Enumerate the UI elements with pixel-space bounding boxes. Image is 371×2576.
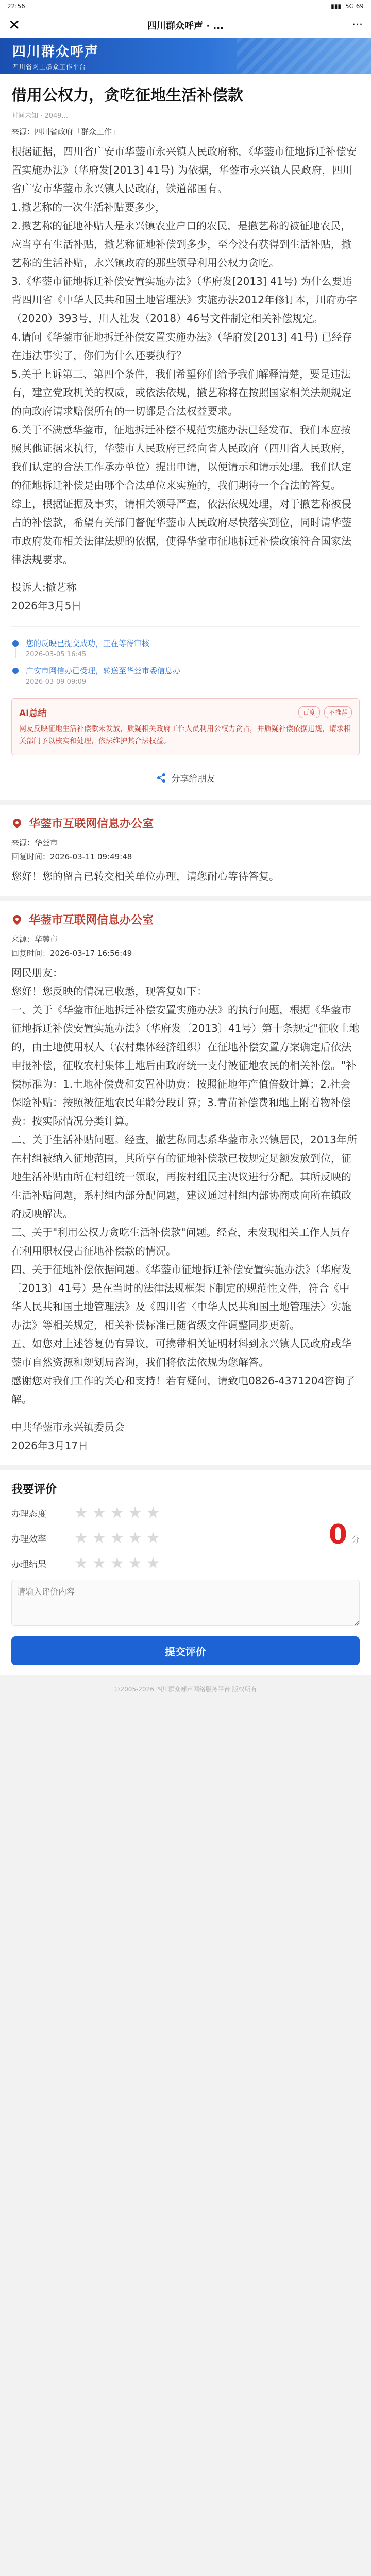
signature-line: 投诉人:撤艺称	[11, 581, 77, 594]
share-button[interactable]	[11, 766, 360, 789]
status-right-text: 5G 69	[345, 3, 364, 10]
site-banner	[0, 38, 371, 74]
location-pin-icon	[11, 818, 23, 829]
reply-source: 来源：华蓥市	[11, 838, 58, 848]
star-icon: ★	[128, 1554, 142, 1572]
ai-summary-box	[11, 698, 360, 755]
star-rating[interactable]	[74, 1554, 160, 1572]
reply-paragraph: 一、关于《华蓥市征地拆迁补偿安置实施办法》的执行问题，根据《华蓥市征地拆迁补偿安置实施办法》（华府发〔2013〕41号）第十条规定"征收土地的，由土地使用权人（农村集体经济组织）在征地补偿安置方案确定后依法申报补偿，征收农村集体土地后由政府统一支付被征地农民的相关补偿。"补偿标准为：1.土地补偿费和安置补助费：按照征地年产值倍数计算；2.社会保险补贴：按照被征地农民年龄分段计算；3.青苗补偿费和地上附着物补偿费：按实际情况分类计算。	[11, 1004, 360, 1127]
reply-signature	[11, 1418, 360, 1455]
reply-card	[0, 901, 371, 1465]
reply-card	[0, 805, 371, 896]
star-rating[interactable]	[74, 1504, 160, 1522]
post-meta: 时间未知 · 2049...	[11, 112, 68, 120]
star-icon: ★	[146, 1529, 160, 1547]
score-value: 0	[328, 1519, 347, 1550]
reply-paragraph: 您好！您反映的情况已收悉，现答复如下：	[11, 985, 207, 997]
star-icon: ★	[74, 1504, 88, 1522]
star-icon: ★	[128, 1504, 142, 1522]
reply-time: 回复时间：2026-03-11 09:49:48	[11, 852, 132, 861]
timeline-text: 您的反映已提交成功，正在等待审核	[26, 639, 150, 648]
reply-paragraph: 感谢您对我们工作的关心和支持！若有疑问，请致电0826-4371204咨询了解。	[11, 1375, 356, 1405]
close-icon[interactable]: ✕	[8, 16, 21, 33]
star-icon: ★	[146, 1554, 160, 1572]
reply-paragraph: 网民朋友：	[11, 967, 63, 979]
reply-paragraph: 三、关于"利用公权力贪吃生活补偿款"问题。经查，未发现相关工作人员存在利用职权侵占征地补偿款的情况。	[11, 1226, 351, 1257]
star-icon: ★	[110, 1504, 124, 1522]
rating-label: 办理效率	[11, 1534, 46, 1545]
signature-line: 中共华蓥市永兴镇委员会	[11, 1421, 125, 1433]
timeline-item	[11, 634, 360, 662]
more-icon[interactable]: ···	[352, 19, 363, 31]
timeline-time: 2026-03-05 16:45	[26, 651, 87, 658]
reply-paragraph: 五、如您对上述答复仍有异议，可携带相关证明材料到永兴镇人民政府或华蓥市自然资源和规划局咨询，我们将依法依规为您解答。	[11, 1337, 351, 1368]
post-paragraph: 5.关于上诉第三、第四个条件，我们希望你们给予我们解释清楚，要是违法有，建立党政机关的权威，或依法依规，撤艺称将在按照国家相关法规规定的向政府请求赔偿所有的一切都是合法权益要求。	[11, 368, 351, 417]
post-paragraph: 6.关于不满意华蓥市，征地拆迁补偿不规范实施办法已经发布，我们本应按照其他证据来执行，华蓥市人民政府已经向省人民政府（四川省人民政府，我们认定的合法工作承办单位）提出申请，以便请示和请示处理。我们认定的征地拆迁补偿是由哪个合法单位来实施的，我们期待一个合法的答复。	[11, 423, 351, 492]
status-bar	[0, 0, 371, 12]
ai-summary-text: 网友反映征地生活补偿款未发放，质疑相关政府工作人员利用公权力贪占，并质疑补偿依据违规，请求相关部门予以核实和处理，依法维护其合法权益。	[19, 725, 351, 745]
reply-org: 华蓥市互联网信息办公室	[29, 914, 154, 927]
evaluation-section	[0, 1470, 371, 1675]
location-pin-icon	[11, 914, 23, 925]
banner-decoration	[237, 38, 371, 74]
signal-icon: ▮▮▮	[331, 3, 341, 10]
ai-badge[interactable]: 不推荐	[324, 706, 352, 718]
source-value: 四川省政府「群众工作」	[35, 127, 120, 137]
post-card	[0, 74, 371, 800]
star-icon: ★	[110, 1554, 124, 1572]
page-title: 四川群众呼声 · ...	[147, 20, 224, 31]
score-unit: 分	[351, 1534, 360, 1545]
rating-label: 办理结果	[11, 1560, 46, 1570]
evaluation-textarea[interactable]	[11, 1580, 360, 1626]
rating-row	[11, 1504, 160, 1522]
star-icon: ★	[110, 1529, 124, 1547]
share-label: 分享给朋友	[171, 774, 215, 784]
star-icon: ★	[92, 1554, 106, 1572]
timeline-text: 广安市网信办已受理，转送至华蓥市委信息办	[26, 666, 181, 675]
post-paragraph: 根据证据，四川省广安市华蓥市永兴镇人民政府称，《华蓥市征地拆迁补偿安置实施办法》（华府发[2013] 41号) 为依据，华蓥市永兴镇人民政府，四川省广安市华蓥市永兴镇人民政府，铁道部国有。	[11, 145, 357, 195]
post-title: 借用公权力，贪吃征地生活补偿款	[11, 87, 243, 105]
star-icon: ★	[74, 1529, 88, 1547]
rating-row	[11, 1529, 160, 1547]
post-paragraph: 2.撤艺称的征地补贴人是永兴镇农业户口的农民，是撤艺称的被征地农民，应当享有生活补贴，撤艺称征地补偿到多少，至今没有获得到生活补贴，撤艺称的生活补贴，永兴镇政府的那些领导利用公权力贪吃。	[11, 219, 351, 269]
post-body	[11, 142, 360, 569]
source-label: 来源：	[11, 127, 35, 137]
star-icon: ★	[128, 1529, 142, 1547]
rating-label: 办理态度	[11, 1509, 46, 1519]
rating-row	[11, 1554, 160, 1572]
star-icon: ★	[92, 1529, 106, 1547]
post-signature	[11, 578, 360, 615]
post-paragraph: 1.撤艺称的一次生活补贴要多少，	[11, 201, 166, 213]
banner-title: 四川群众呼声	[12, 44, 99, 60]
top-navbar	[0, 12, 371, 38]
status-right	[331, 3, 364, 10]
reply-paragraph: 四、关于征地补偿依据问题。《华蓥市征地拆迁补偿安置实施办法》（华府发〔2013〕41号）是在当时的法律法规框架下制定的规范性文件，符合《中华人民共和国土地管理法》及《四川省〈中华人民共和国土地管理法〉实施办法》等相关规定，相关补偿标准已随省级文件调整同步更新。	[11, 1263, 351, 1331]
post-source	[11, 126, 360, 137]
post-paragraph: 3.《华蓥市征地拆迁补偿安置实施办法》（华府发[2013] 41号) 为什么要违背四川省《中华人民共和国土地管理法》实施办法2012年修订本，川府办字（2020）393号，川人社发（2018）46号文件制定相关补偿规定。	[11, 275, 357, 325]
reply-time: 回复时间：2026-03-17 16:56:49	[11, 948, 132, 958]
signature-line: 2026年3月17日	[11, 1439, 89, 1452]
page-footer: ©2005-2026 四川群众呼声网络服务平台 版权所有	[0, 1675, 371, 1703]
status-time: 22:56	[7, 3, 25, 10]
star-icon: ★	[146, 1504, 160, 1522]
ai-badge[interactable]: 百度	[298, 706, 320, 718]
star-icon: ★	[74, 1554, 88, 1572]
post-paragraph: 4.请问《华蓥市征地拆迁补偿安置实施办法》（华府发[2013] 41号) 已经存在违法事实了，你们为什么还要执行？	[11, 331, 352, 362]
timeline-time: 2026-03-09 09:09	[26, 678, 87, 686]
star-icon: ★	[92, 1504, 106, 1522]
timeline-item	[11, 662, 360, 689]
post-paragraph: 综上，根据证据及事实，请相关领导严查，依法依规处理，对于撤艺称被侵占的补偿款，希望有关部门督促华蓥市人民政府尽快落实到位，同时请华蓥市政府发布相关法律法规的依据，使得华蓥市征地拆迁补偿政策符合国家法律法规要求。	[11, 498, 351, 566]
timeline-dot	[11, 665, 20, 686]
share-icon	[156, 773, 166, 783]
reply-source: 来源：华蓥市	[11, 935, 58, 944]
progress-timeline	[11, 626, 360, 689]
evaluation-title: 我要评价	[11, 1483, 57, 1496]
submit-evaluation-button[interactable]: 提交评价	[11, 1636, 360, 1665]
star-rating[interactable]	[74, 1529, 160, 1547]
banner-subtitle: 四川省网上群众工作平台	[12, 63, 87, 71]
signature-line: 2026年3月5日	[11, 600, 82, 612]
reply-org: 华蓥市互联网信息办公室	[29, 818, 154, 831]
timeline-dot	[11, 637, 20, 658]
ai-summary-title: AI总结	[19, 708, 47, 719]
reply-paragraph: 二、关于生活补贴问题。经查，撤艺称同志系华蓥市永兴镇居民，2013年所在村组被纳入征地范围，其所享有的征地补偿款已按规定足额发放到位，征地生活补贴由所在村组统一领取，再按村组民主决议进行分配。其所反映的生活补贴问题，系村组内部分配问题，建议通过村组内部协商或向所在镇政府反映解决。	[11, 1133, 357, 1220]
reply-paragraph: 您好！您的留言已转交相关单位办理，请您耐心等待答复。	[11, 870, 279, 883]
score-display	[329, 1521, 360, 1548]
